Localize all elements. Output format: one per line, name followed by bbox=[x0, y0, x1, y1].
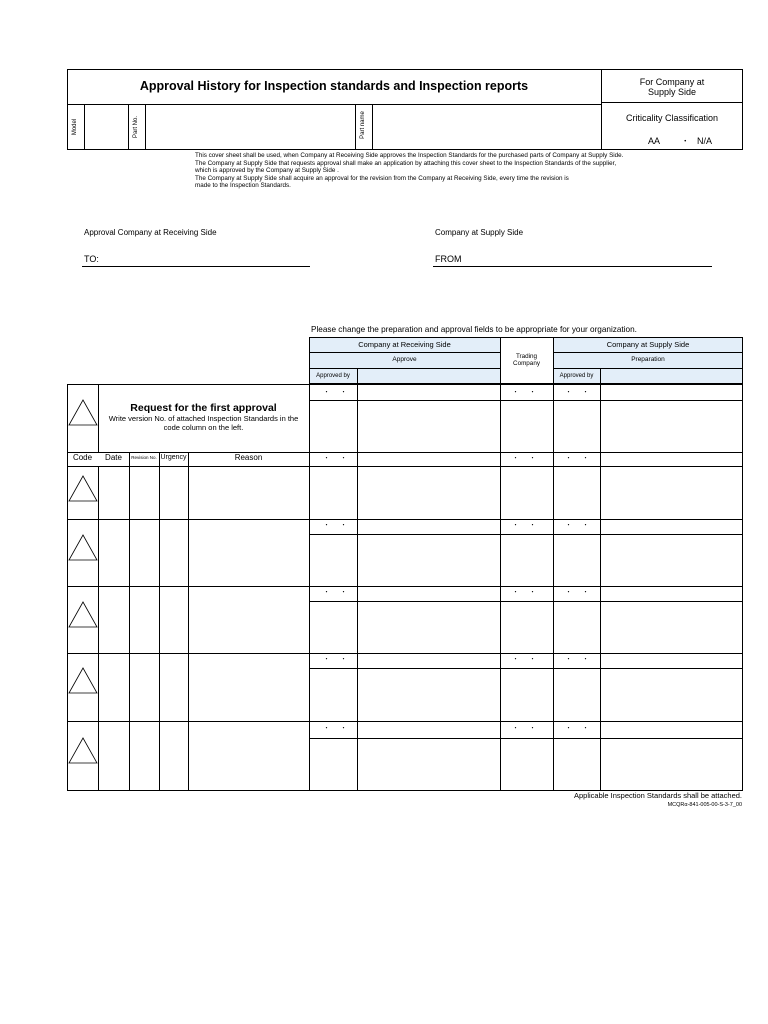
supply-side-header: Company at Supply Side bbox=[606, 340, 690, 349]
triangle-icon[interactable] bbox=[67, 533, 99, 563]
date-placeholder[interactable]: ・ ・ bbox=[323, 656, 351, 663]
urgency-column-header: Urgency bbox=[160, 454, 187, 461]
model-field[interactable] bbox=[85, 105, 127, 149]
from-field[interactable] bbox=[433, 252, 712, 267]
trading-company-header: Trading Company bbox=[513, 353, 540, 367]
date-placeholder[interactable]: ・ ・ bbox=[565, 389, 593, 396]
date-placeholder[interactable]: ・ ・ bbox=[323, 389, 351, 396]
instructions bbox=[195, 152, 623, 190]
criticality-separator: ･ bbox=[683, 136, 688, 146]
instruction-line: This cover sheet shall be used, when Company at Receiving Side approves the Inspection Standards for the purchased parts of Company at Supply Side. bbox=[195, 152, 624, 159]
triangle-icon[interactable] bbox=[67, 474, 99, 504]
approved-by-supply: Approved by bbox=[559, 373, 594, 379]
code-column-header: Code bbox=[72, 453, 93, 462]
to-field[interactable] bbox=[82, 252, 310, 267]
date-placeholder[interactable]: ・ ・ bbox=[323, 589, 351, 596]
date-placeholder[interactable]: ・ ・ bbox=[323, 725, 351, 732]
organization-note: Please change the preparation and approval fields to be appropriate for your organization. bbox=[311, 325, 637, 334]
from-label: FROM bbox=[435, 254, 462, 264]
instruction-line: The Company at Supply Side that requests approval shall make an application by attaching this cover sheet to the Inspection Standards of the supplier, bbox=[195, 159, 617, 167]
date-placeholder[interactable]: ・ ・ bbox=[512, 389, 540, 396]
triangle-icon[interactable] bbox=[67, 666, 99, 696]
for-company-label: For Company at Supply Side bbox=[639, 77, 705, 98]
supply-company-label: Company at Supply Side bbox=[435, 228, 524, 237]
document-code: MCQRα-841-005-00-S-3-7_00 bbox=[667, 802, 742, 808]
to-label: TO: bbox=[84, 254, 99, 264]
history-grid bbox=[67, 384, 743, 791]
triangle-icon[interactable] bbox=[67, 600, 99, 630]
date-placeholder[interactable]: ・ ・ bbox=[512, 656, 540, 663]
date-placeholder[interactable]: ・ ・ bbox=[565, 656, 593, 663]
request-description: Write version No. of attached Inspection Standards in the bbox=[108, 414, 299, 423]
approved-by-receiving: Approved by bbox=[316, 373, 350, 379]
instruction-line: The Company at Supply Side shall acquire an approval for the revision from the Company at Receiving Side, every time the revision is bbox=[195, 174, 569, 182]
approval-company-label: Approval Company at Receiving Side bbox=[84, 228, 217, 237]
date-placeholder[interactable]: ・ ・ bbox=[512, 455, 540, 462]
attachment-note: Applicable Inspection Standards shall be attached. bbox=[573, 791, 742, 800]
date-placeholder[interactable]: ・ ・ bbox=[323, 455, 351, 462]
instruction-line: made to the Inspection Standards. bbox=[195, 182, 291, 190]
criticality-na[interactable]: N/A bbox=[697, 136, 713, 146]
triangle-icon[interactable] bbox=[67, 398, 99, 428]
triangle-icon[interactable] bbox=[67, 736, 99, 766]
date-placeholder[interactable]: ・ ・ bbox=[565, 455, 593, 462]
part-name-label: Part name bbox=[360, 111, 366, 139]
preparation-header: Preparation bbox=[631, 356, 665, 363]
model-label: Model bbox=[72, 118, 78, 136]
page-title: Approval History for Inspection standards and Inspection reports bbox=[139, 79, 529, 93]
revision-no-column-header: Revision No. bbox=[131, 455, 157, 460]
request-description-2: code column on the left. bbox=[163, 423, 244, 432]
date-placeholder[interactable]: ・ ・ bbox=[565, 522, 593, 529]
date-placeholder[interactable]: ・ ・ bbox=[512, 522, 540, 529]
instruction-line: which is approved by the Company at Supply Side . bbox=[195, 167, 339, 175]
date-placeholder[interactable]: ・ ・ bbox=[512, 589, 540, 596]
date-placeholder[interactable]: ・ ・ bbox=[565, 589, 593, 596]
part-no-label: Part No. bbox=[133, 116, 139, 139]
date-placeholder[interactable]: ・ ・ bbox=[512, 725, 540, 732]
criticality-aa[interactable]: AA bbox=[648, 136, 661, 146]
part-name-field[interactable] bbox=[373, 105, 600, 149]
request-title: Request for the first approval bbox=[130, 402, 277, 414]
approve-header: Approve bbox=[392, 356, 417, 363]
reason-column-header: Reason bbox=[234, 453, 263, 462]
date-column-header: Date bbox=[105, 453, 122, 462]
date-placeholder[interactable]: ・ ・ bbox=[323, 522, 351, 529]
receiving-side-header: Company at Receiving Side bbox=[358, 340, 451, 349]
criticality-label: Criticality Classification bbox=[625, 113, 719, 123]
part-no-field[interactable] bbox=[146, 105, 354, 149]
date-placeholder[interactable]: ・ ・ bbox=[565, 725, 593, 732]
